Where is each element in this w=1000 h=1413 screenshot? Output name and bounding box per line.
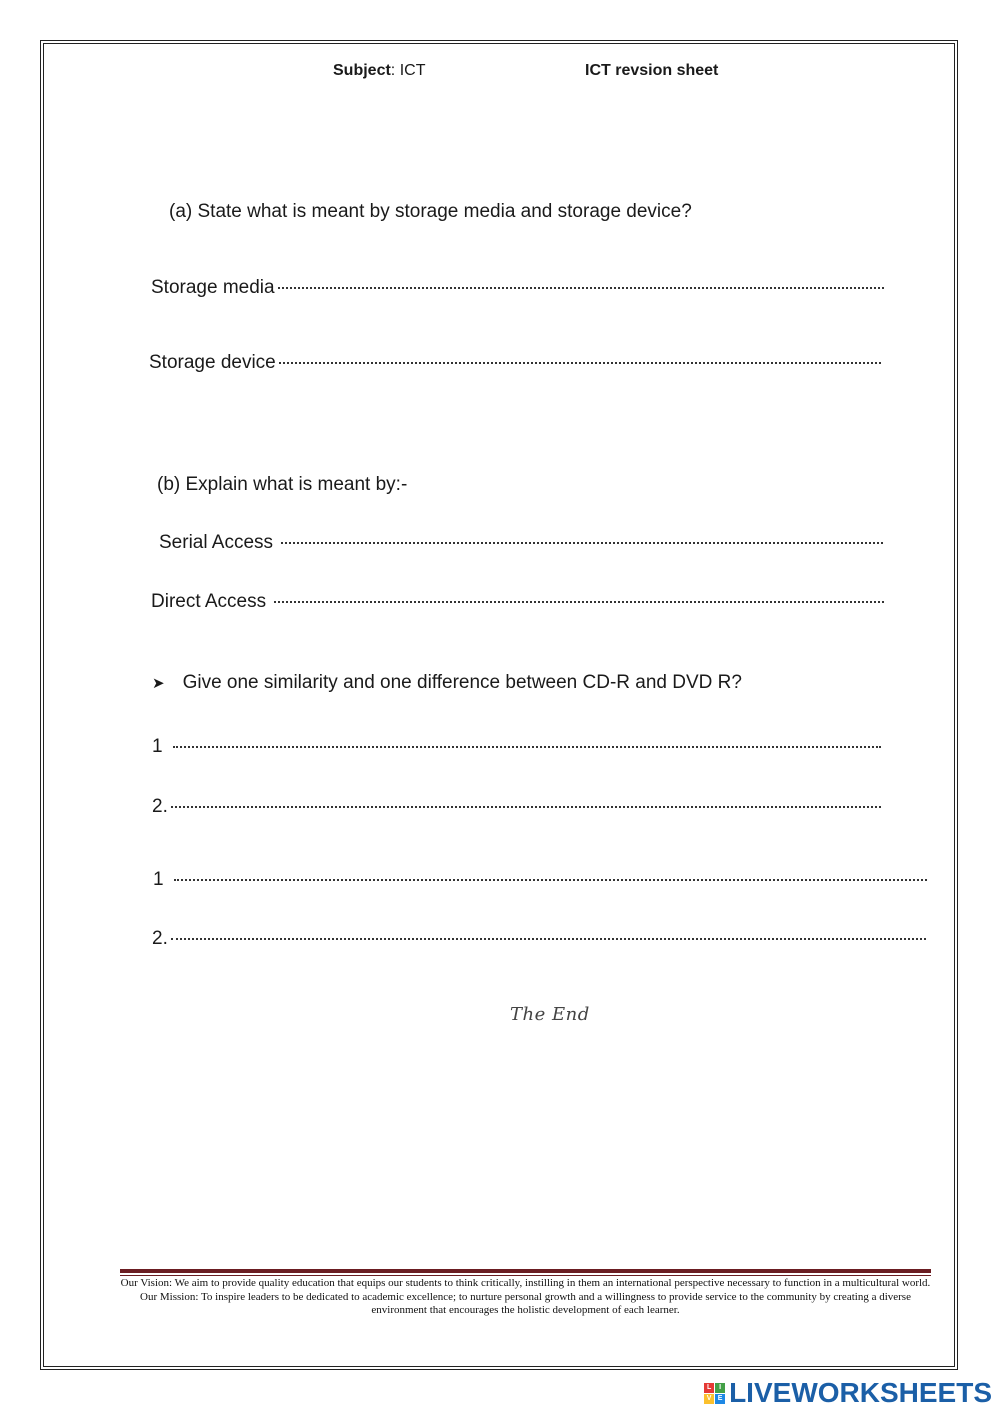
answer-number: 2.: [152, 796, 168, 817]
answer-number: 1: [153, 869, 164, 890]
mission-statement: Our Mission: To inspire leaders to be dedicated to academic excellence; to nurture personal growth and a willingness to provide service to the community by creating a diverse environment that encourages the holistic development of each learner.: [140, 1290, 911, 1316]
subject-heading: [333, 62, 425, 80]
answer-row-direct-access: [151, 591, 884, 613]
answer-row-3: [153, 869, 927, 891]
question-a: (a) State what is meant by storage media and storage device?: [169, 201, 692, 222]
liveworksheets-brand: [704, 1377, 992, 1409]
answer-blank-direct-access[interactable]: [274, 600, 884, 603]
answer-row-storage-device: [149, 352, 881, 374]
sheet-title: ICT revsion sheet: [585, 62, 719, 79]
footer-rule: [120, 1269, 931, 1273]
answer-blank-storage-device[interactable]: [279, 361, 881, 364]
answer-blank[interactable]: [173, 745, 881, 748]
vision-statement: Our Vision: We aim to provide quality education that equips our students to think critically, instilling in them an international perspective necessary to function in a multicultural world.: [120, 1277, 931, 1289]
question-b: (b) Explain what is meant by:-: [157, 474, 408, 495]
answer-row-4: [152, 928, 926, 950]
answer-label: Storage device: [149, 352, 276, 373]
answer-blank[interactable]: [171, 805, 881, 808]
answer-label: Serial Access: [159, 532, 274, 553]
answer-label: Storage media: [151, 277, 275, 298]
answer-row-1: [152, 736, 881, 758]
page-border-inner: [43, 43, 955, 1367]
footer-rule-thin: [120, 1275, 931, 1276]
liveworksheets-logo-icon: L I V E: [704, 1383, 725, 1404]
answer-blank-serial-access[interactable]: [281, 541, 883, 544]
question-c: [152, 672, 742, 694]
brand-name: LIVEWORKSHEETS: [729, 1377, 992, 1408]
footer: [120, 1277, 931, 1318]
arrow-bullet-icon: ➤: [152, 675, 165, 692]
answer-row-serial-access: [159, 532, 883, 554]
subject-label: Subject: [333, 62, 391, 79]
subject-value: : ICT: [390, 62, 426, 79]
answer-number: 1: [152, 736, 163, 757]
answer-row-2: [152, 796, 881, 818]
answer-blank-storage-media[interactable]: [278, 286, 884, 289]
question-c-text: Give one similarity and one difference between CD-R and DVD R?: [182, 672, 742, 693]
the-end-text: The End: [510, 1004, 590, 1025]
answer-number: 2.: [152, 928, 168, 949]
answer-blank[interactable]: [171, 937, 926, 940]
answer-label: Direct Access: [151, 591, 267, 612]
answer-row-storage-media: [151, 277, 884, 299]
answer-blank[interactable]: [174, 878, 927, 881]
